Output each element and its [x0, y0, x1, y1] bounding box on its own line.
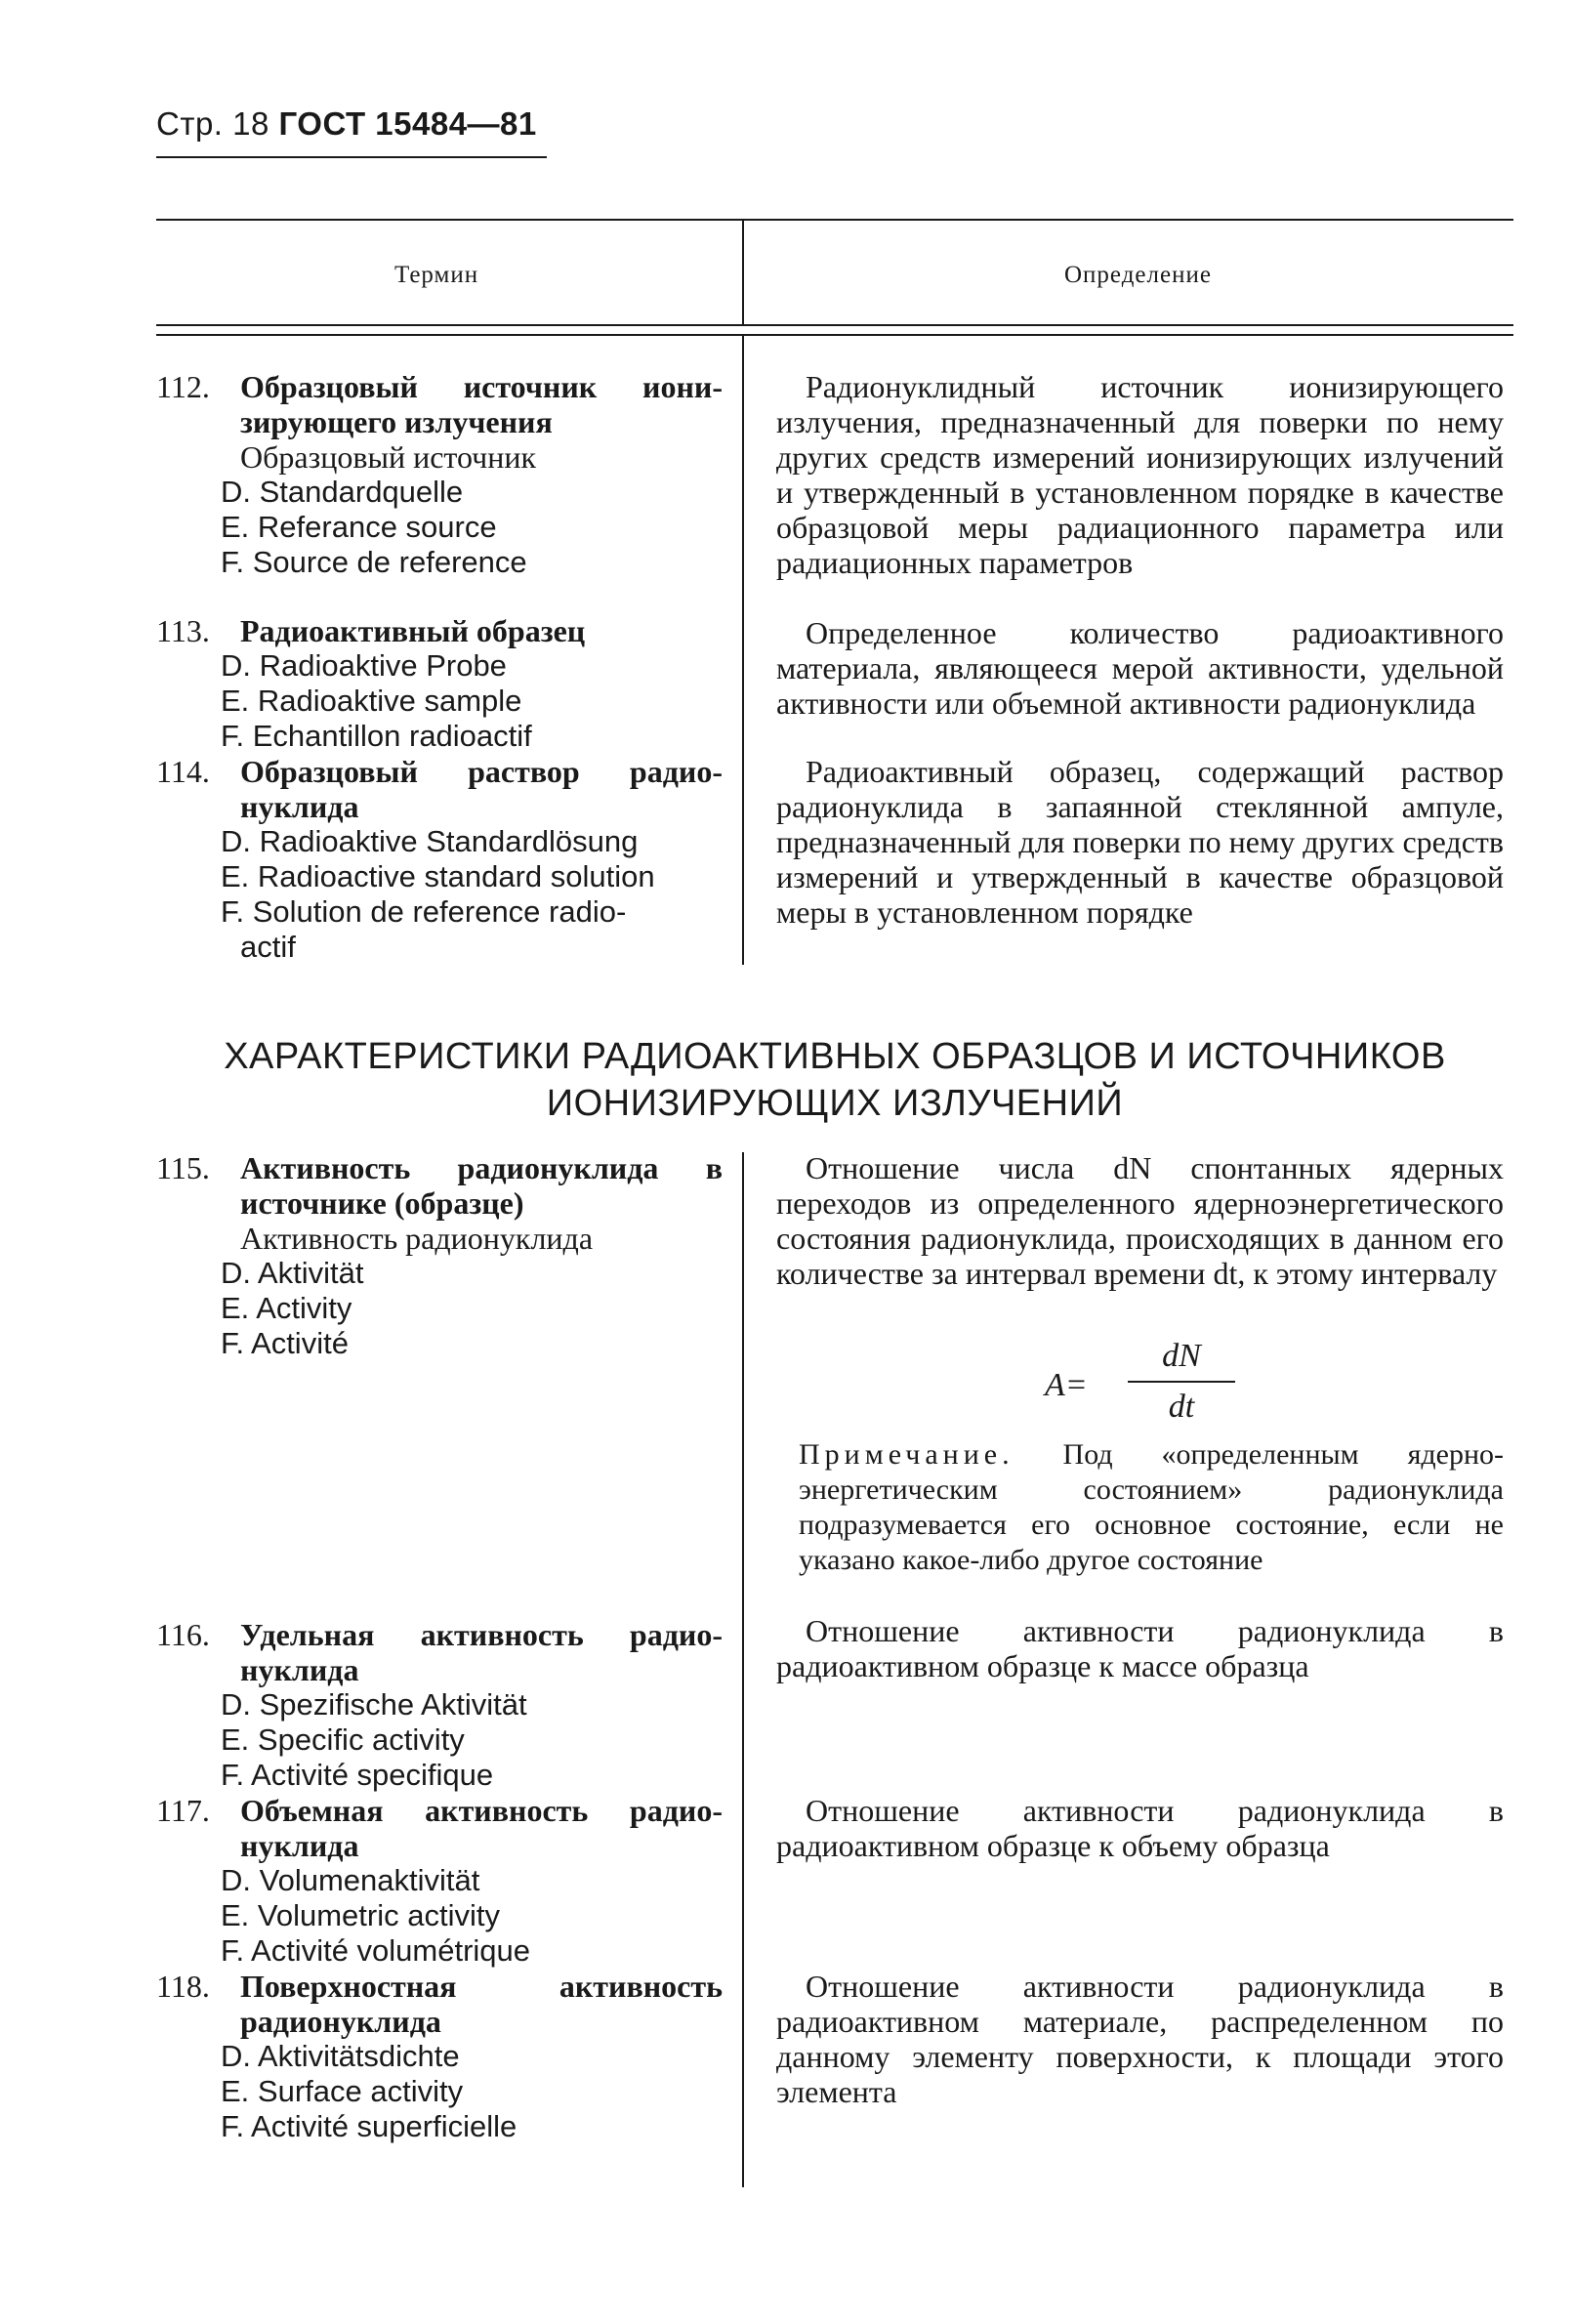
term-114	[156, 754, 723, 965]
term-lang-en: E. Referance source	[221, 510, 497, 544]
note-label: Примечание.	[799, 1438, 1014, 1471]
page-header	[156, 105, 537, 143]
column-header-definition: Определение	[1064, 262, 1212, 288]
term-name-line: Образцовый раствор радио-	[240, 754, 723, 789]
term-name-line: зирующего излучения	[240, 404, 553, 439]
column-divider-head	[742, 221, 744, 324]
term-name-line: Активность радионуклида в	[240, 1150, 723, 1185]
definition-113	[776, 615, 1504, 721]
term-lang-en: E. Radioactive standard solution	[221, 859, 655, 893]
definition-text: Отношение активности радионуклида в радиоактивном образце к массе образца	[776, 1613, 1504, 1683]
term-short-form: Активность радионуклида	[240, 1221, 594, 1256]
table-head-rule	[156, 324, 1513, 326]
term-lang-en: E. Volumetric activity	[221, 1898, 500, 1932]
definition-118	[776, 1969, 1504, 2109]
term-lang-fr: F. Activité volumétrique	[221, 1933, 531, 1968]
definition-text: Радионуклидный источник ионизирующего излучения, предназначенный для поверки по нему других средств измерений ионизирующих излучений и утвержденный в установленном порядке в качестве образцовой меры радиационного параметра или радиационных параметров	[776, 369, 1505, 580]
term-lang-de: D. Aktivität	[221, 1256, 364, 1290]
column-header-term: Термин	[394, 262, 479, 288]
term-lang-en: E. Activity	[221, 1291, 352, 1325]
term-lang-en: E. Surface activity	[221, 2074, 464, 2108]
term-number: 118.	[156, 1969, 210, 2004]
definition-116	[776, 1613, 1504, 1683]
term-name-line: Удельная активность радио-	[240, 1617, 723, 1652]
term-lang-fr: F. Solution de reference radio-	[221, 894, 627, 929]
section-title	[156, 1033, 1513, 1127]
term-lang-de: D. Spezifische Aktivität	[221, 1687, 527, 1722]
definition-112	[776, 369, 1504, 580]
term-lang-fr: F. Activité superficielle	[221, 2109, 517, 2143]
formula-lhs: A=	[1045, 1367, 1088, 1403]
term-lang-fr-cont: actif	[240, 930, 296, 964]
term-name-line: нуклида	[240, 1828, 359, 1863]
term-number: 113.	[156, 613, 210, 648]
formula-numerator: dN	[1162, 1338, 1201, 1374]
term-name-line: Радиоактивный образец	[240, 613, 586, 648]
formula-fraction	[1128, 1338, 1235, 1426]
term-number: 114.	[156, 754, 210, 789]
term-117	[156, 1793, 723, 1969]
term-name-line: Образцовый источник иони-	[240, 369, 723, 404]
term-number: 115.	[156, 1150, 210, 1185]
header-rule	[156, 156, 547, 158]
term-lang-fr: F. Echantillon radioactif	[221, 719, 532, 753]
definition-text: Отношение активности радионуклида в радиоактивном материале, распределенном по данному элементу поверхности, к площади этого элемента	[776, 1969, 1505, 2109]
standard-code: ГОСТ 15484—81	[278, 105, 537, 142]
term-lang-fr: F. Source de reference	[221, 545, 527, 579]
term-name-line: Объемная активность радио-	[240, 1793, 723, 1828]
note-115	[799, 1437, 1504, 1578]
term-name-line: Поверхностная активность	[240, 1969, 723, 2004]
term-name-line: источнике (образце)	[240, 1185, 524, 1221]
term-112	[156, 369, 723, 580]
section-title-line: ИОНИЗИРУЮЩИХ ИЗЛУЧЕНИЙ	[546, 1083, 1124, 1124]
table-head-rule-2	[156, 334, 1513, 336]
table-top-rule	[156, 219, 1513, 221]
definition-text: Отношение активности радионуклида в радиоактивном образце к объему образца	[776, 1793, 1504, 1863]
term-lang-en: E. Radioaktive sample	[221, 684, 522, 718]
note-text: Под «определенным ядерно-энергетическим состоянием» радионуклида подразумевается его основное состояние, если не указано какое-либо другое состояние	[799, 1438, 1504, 1576]
term-number: 116.	[156, 1617, 210, 1652]
term-lang-de: D. Standardquelle	[221, 475, 464, 509]
term-name-line: радионуклида	[240, 2004, 441, 2039]
term-118	[156, 1969, 723, 2144]
term-number: 117.	[156, 1793, 210, 1828]
term-name-line: нуклида	[240, 789, 359, 824]
column-divider-2	[742, 1152, 744, 2187]
term-lang-en: E. Specific activity	[221, 1722, 465, 1757]
definition-114	[776, 754, 1504, 930]
formula-denominator: dt	[1168, 1389, 1195, 1425]
term-short-form: Образцовый источник	[240, 439, 537, 475]
definition-text: Отношение числа dN спонтанных ядерных переходов из определенного ядерноэнергетического состояния радионуклида, происходящих в данном его количестве за интервал времени dt, к этому интервалу	[776, 1150, 1504, 1291]
term-116	[156, 1617, 723, 1793]
section-title-line: ХАРАКТЕРИСТИКИ РАДИОАКТИВНЫХ ОБРАЗЦОВ И ИСТОЧНИКОВ	[224, 1036, 1446, 1077]
term-lang-de: D. Aktivitätsdichte	[221, 2039, 460, 2073]
fraction-bar	[1128, 1381, 1235, 1383]
definition-text: Радиоактивный образец, содержащий раствор радионуклида в запаянной стеклянной ампуле, предназначенный для поверки по нему других средств измерений и утвержденный в качестве образцовой меры в установленном порядке	[776, 754, 1505, 930]
term-number: 112.	[156, 369, 210, 404]
term-113	[156, 613, 723, 754]
term-lang-de: D. Radioaktive Probe	[221, 648, 507, 683]
term-lang-fr: F. Activité	[221, 1326, 349, 1360]
term-lang-de: D. Radioaktive Standardlösung	[221, 824, 639, 858]
definition-117	[776, 1793, 1504, 1863]
column-divider-1	[742, 336, 744, 965]
term-lang-fr: F. Activité specifique	[221, 1758, 494, 1792]
definition-115	[776, 1150, 1504, 1291]
definition-text: Определенное количество радиоактивного материала, являющееся мерой активности, удельной активности или объемной активности радионуклида	[776, 615, 1505, 721]
term-lang-de: D. Volumenaktivität	[221, 1863, 480, 1897]
term-115	[156, 1150, 723, 1361]
page-number: Стр. 18	[156, 105, 269, 142]
term-name-line: нуклида	[240, 1652, 359, 1687]
